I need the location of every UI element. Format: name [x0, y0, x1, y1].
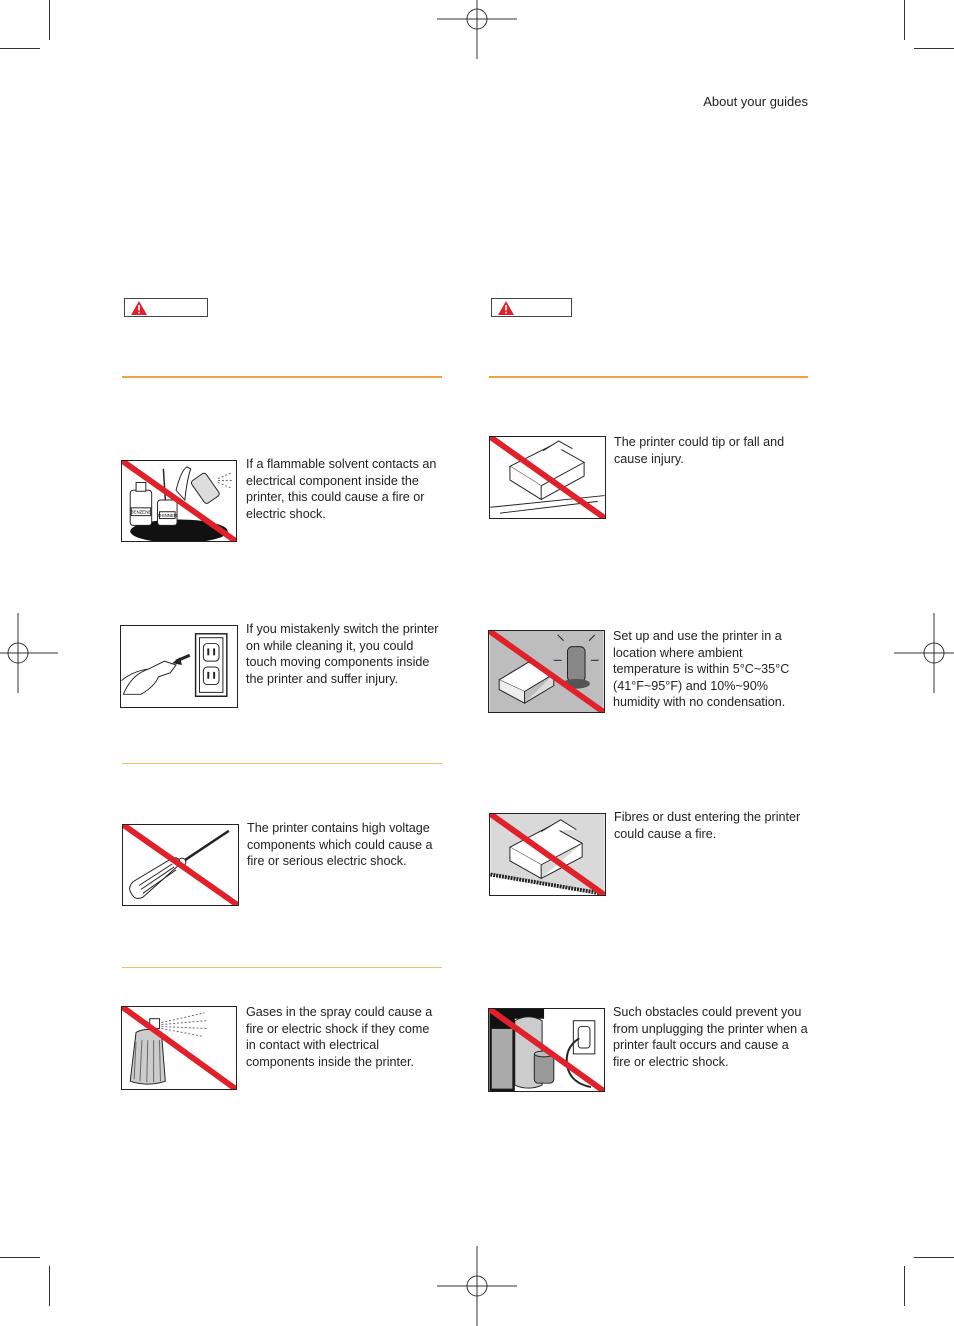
divider-left-3 — [122, 967, 442, 968]
warning-triangle-icon — [131, 301, 147, 315]
unstable-surface-text: The printer could tip or fall and cause injury. — [614, 435, 785, 466]
crop-mark-tl-h — [0, 48, 40, 49]
unplug-printer-text: If you mistakenly switch the printer on while cleaning it, you could touch moving components inside the printer and suffer injury. — [246, 622, 439, 686]
registration-mark-right-icon — [894, 613, 954, 693]
warning-triangle-icon — [498, 301, 514, 315]
crop-mark-br-v — [904, 1266, 905, 1306]
screwdriver-prohibited-icon — [122, 824, 239, 906]
section-divider-right — [489, 376, 808, 378]
warning-badge-right — [491, 298, 572, 317]
warning-badge-left — [124, 298, 208, 317]
spray-text: Gases in the spray could cause a fire or electric shock if they come in contact with electrical components inside the printer. — [246, 1005, 433, 1069]
crop-mark-tr-h — [914, 48, 954, 49]
unstable-surface-prohibited-icon — [489, 436, 606, 519]
blocked-outlet-text: Such obstacles could prevent you from unplugging the printer when a printer fault occurs and cause a fire or electric shock. — [613, 1005, 808, 1069]
section-title: About your guides — [703, 94, 808, 109]
dust-text: Fibres or dust entering the printer could cause a fire. — [614, 810, 801, 841]
flammable-solvents-prohibited-icon — [121, 460, 237, 542]
crop-mark-tr-v — [904, 0, 905, 40]
flammable-solvents-text: If a flammable solvent contacts an electrical component inside the printer, this could cause a fire or electric shock. — [246, 457, 437, 521]
section-divider-left — [122, 376, 442, 378]
spray-prohibited-icon — [121, 1006, 237, 1090]
temperature-humidity-text: Set up and use the printer in a location where ambient temperature is within 5°C~35°C (41°F~95°F) and 10%~90% humidity with no condensation. — [613, 629, 790, 709]
divider-left-2 — [122, 763, 442, 764]
blocked-outlet-prohibited-icon — [488, 1008, 605, 1092]
thinner-label: THINNER — [157, 513, 178, 519]
unplug-printer-icon — [120, 625, 238, 708]
registration-mark-left-icon — [0, 613, 58, 693]
carpet-prohibited-icon — [489, 813, 606, 896]
crop-mark-tl-v — [49, 0, 50, 40]
screwdriver-text: The printer contains high voltage components which could cause a fire or serious electric shock. — [247, 821, 433, 868]
benzene-label: BENZENE — [130, 509, 152, 515]
crop-mark-bl-v — [49, 1266, 50, 1306]
crop-mark-bl-h — [0, 1257, 40, 1258]
crop-mark-br-h — [914, 1257, 954, 1258]
heater-prohibited-icon — [488, 630, 605, 713]
registration-mark-top-icon — [437, 0, 517, 59]
registration-mark-bottom-icon — [437, 1246, 517, 1326]
